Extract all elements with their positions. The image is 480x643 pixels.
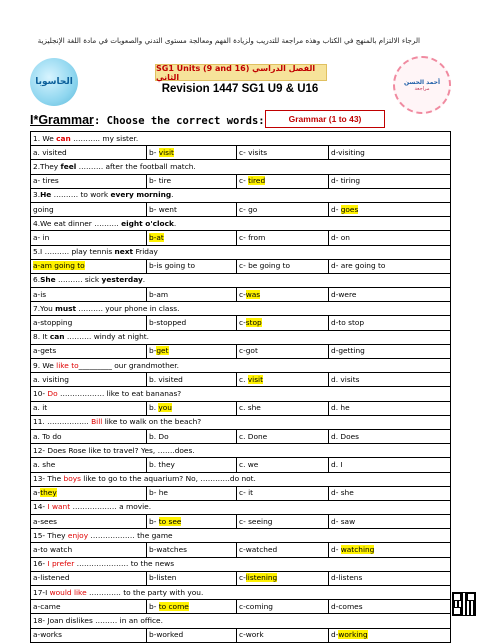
option-c[interactable]: [237, 373, 329, 387]
question-row: [31, 415, 451, 429]
option-b[interactable]: [147, 373, 237, 387]
option-d[interactable]: [329, 486, 451, 500]
text-run: 17-I: [33, 587, 50, 597]
text-run: 9. We: [33, 360, 57, 370]
text-run: c-: [239, 573, 246, 583]
option-a[interactable]: [31, 174, 147, 188]
option-a[interactable]: [31, 571, 147, 585]
text-run: b-: [149, 516, 159, 526]
text-run: d-were: [331, 289, 357, 299]
options-row: [31, 202, 451, 216]
question-row: [31, 302, 451, 316]
text-run: 16-: [33, 559, 48, 569]
text-run: like to walk on the beach?: [102, 417, 202, 427]
option-a[interactable]: [31, 486, 147, 500]
text-run: b. they: [149, 459, 175, 469]
answer-highlight: to see: [158, 516, 182, 526]
options-row: [31, 259, 451, 273]
text-run: d- tiring: [331, 176, 361, 186]
question-text: [31, 415, 451, 429]
option-a[interactable]: [31, 288, 147, 302]
option-b[interactable]: [147, 515, 237, 529]
text-run: 7.You: [33, 303, 56, 313]
teacher-stamp: [393, 56, 451, 114]
question-row: [31, 586, 451, 600]
text-run: She: [40, 275, 56, 285]
text-run: d. visits: [331, 374, 360, 384]
text-run: 8. It: [33, 332, 50, 342]
text-run: 15- They: [33, 530, 68, 540]
text-run: c-coming: [239, 601, 273, 611]
text-run: 2.They: [33, 161, 61, 171]
text-run: Bill: [91, 417, 103, 427]
question-row: [31, 444, 451, 458]
text-run: Friday: [133, 247, 158, 257]
question-text: [31, 330, 451, 344]
option-b[interactable]: [147, 344, 237, 358]
option-b[interactable]: [147, 458, 237, 472]
option-b[interactable]: [147, 486, 237, 500]
option-d[interactable]: [329, 600, 451, 614]
option-c[interactable]: [237, 401, 329, 415]
text-run: ………. sick: [55, 275, 102, 285]
text-run: a-is: [33, 289, 47, 299]
text-run: ……………… the game: [88, 530, 173, 540]
option-a[interactable]: [31, 316, 147, 330]
text-run: next: [114, 247, 134, 257]
question-row: [31, 500, 451, 514]
text-run: ………. to work: [51, 190, 111, 200]
answer-highlight: was: [245, 289, 261, 299]
option-d[interactable]: [329, 628, 451, 642]
question-row: [31, 472, 451, 486]
option-c[interactable]: [237, 259, 329, 273]
option-b[interactable]: [147, 628, 237, 642]
option-a[interactable]: [31, 429, 147, 443]
options-row: [31, 429, 451, 443]
text-run: ………. after the football match.: [76, 161, 196, 171]
text-run: a-listened: [33, 573, 70, 583]
question-row: [31, 529, 451, 543]
question-text: [31, 160, 451, 174]
text-run: _________ our grandmother.: [78, 360, 180, 370]
text-run: 13- The: [33, 474, 64, 484]
option-c[interactable]: [237, 543, 329, 557]
question-row: [31, 245, 451, 259]
text-run: 18- Joan dislikes ……… in an office.: [33, 615, 163, 625]
answer-highlight: they: [40, 488, 57, 498]
text-run: d- she: [331, 488, 354, 498]
header-note: الرجاء الالتزام بالمنهج في الكتاب وهذه مراجعة للتدريب ولزيادة الفهم ومعالجة مستوى التدني والصعوبات في مادة اللغة الإنجليزية: [37, 36, 420, 45]
text-run: a. To do: [33, 431, 62, 441]
text-run: 14-: [33, 502, 48, 512]
options-row: [31, 486, 451, 500]
questions-table: [30, 131, 451, 643]
option-a[interactable]: [31, 458, 147, 472]
text-run: c- go: [239, 204, 258, 214]
option-a[interactable]: [31, 515, 147, 529]
option-c[interactable]: [237, 571, 329, 585]
text-run: b-is going to: [149, 261, 196, 271]
option-a[interactable]: [31, 202, 147, 216]
page-title: Revision 1447 SG1 U9 & U16: [161, 83, 319, 95]
option-c[interactable]: [237, 486, 329, 500]
section-heading: [30, 113, 265, 127]
text-run: feel: [60, 161, 77, 171]
text-run: d-getting: [331, 346, 365, 356]
text-run: Do: [47, 388, 58, 398]
question-text: [31, 359, 451, 373]
answer-highlight: a-am going to: [33, 261, 85, 271]
teacher-stamp-name: أحمد الحسن: [403, 78, 441, 86]
option-b[interactable]: [147, 571, 237, 585]
school-logo: [30, 58, 78, 106]
text-run: 5.I ………. play tennis: [33, 247, 115, 257]
text-run: d- saw: [331, 516, 356, 526]
option-d[interactable]: [329, 146, 451, 160]
option-d[interactable]: [329, 259, 451, 273]
option-d[interactable]: [329, 174, 451, 188]
option-b[interactable]: [147, 259, 237, 273]
option-c[interactable]: [237, 458, 329, 472]
option-d[interactable]: [329, 401, 451, 415]
option-d[interactable]: [329, 231, 451, 245]
text-run: 11. ……………..: [33, 417, 92, 427]
text-run: b-listen: [149, 573, 177, 583]
text-run: 1. We: [33, 133, 57, 143]
option-c[interactable]: [237, 146, 329, 160]
option-a[interactable]: [31, 146, 147, 160]
text-run: d-: [331, 545, 341, 555]
question-text: [31, 302, 451, 316]
text-run: ……….. my sister.: [70, 133, 139, 143]
options-row: [31, 231, 451, 245]
text-run: must: [55, 303, 77, 313]
text-run: d- are going to: [331, 261, 386, 271]
text-run: d-listens: [331, 573, 363, 583]
text-run: a-came: [33, 601, 61, 611]
options-row: [31, 600, 451, 614]
text-run: c- it: [239, 488, 254, 498]
question-text: [31, 273, 451, 287]
text-run: would like: [49, 587, 87, 597]
text-run: b-worked: [149, 630, 184, 640]
option-d[interactable]: [329, 515, 451, 529]
qr-code-icon: [452, 592, 476, 616]
text-run: c-work: [239, 630, 264, 640]
teacher-stamp-label: مراجعة: [414, 85, 430, 92]
text-run: c. Done: [239, 431, 268, 441]
option-b[interactable]: [147, 543, 237, 557]
text-run: c- from: [239, 232, 266, 242]
answer-highlight: tired: [248, 176, 266, 186]
text-run: a. visiting: [33, 374, 69, 384]
text-run: eight o'clock: [121, 218, 174, 228]
text-run: a- in: [33, 232, 50, 242]
option-b[interactable]: [147, 174, 237, 188]
option-a[interactable]: [31, 628, 147, 642]
option-c[interactable]: [237, 231, 329, 245]
text-run: d. I: [331, 459, 343, 469]
text-run: c-: [239, 318, 246, 328]
options-row: [31, 373, 451, 387]
text-run: c-got: [239, 346, 258, 356]
options-row: [31, 288, 451, 302]
option-d[interactable]: [329, 202, 451, 216]
options-row: [31, 515, 451, 529]
option-c[interactable]: [237, 202, 329, 216]
answer-highlight: working: [338, 630, 368, 640]
options-row: [31, 571, 451, 585]
text-run: d-visiting: [331, 147, 365, 157]
text-run: a-sees: [33, 516, 57, 526]
options-row: [31, 543, 451, 557]
option-a[interactable]: [31, 231, 147, 245]
option-c[interactable]: [237, 628, 329, 642]
text-run: a. she: [33, 459, 56, 469]
option-d[interactable]: [329, 458, 451, 472]
text-run: 4.We eat dinner ……….: [33, 218, 122, 228]
question-row: [31, 160, 451, 174]
text-run: b-: [149, 346, 157, 356]
answer-highlight: visit: [247, 374, 263, 384]
text-run: b- tire: [149, 176, 172, 186]
question-text: [31, 132, 451, 146]
text-run: a. visited: [33, 147, 67, 157]
text-run: a-works: [33, 630, 62, 640]
answer-highlight: to come: [158, 601, 189, 611]
text-run: b. Do: [149, 431, 169, 441]
text-run: a- tires: [33, 176, 59, 186]
option-c[interactable]: [237, 600, 329, 614]
text-run: a-to watch: [33, 545, 73, 555]
question-text: [31, 557, 451, 571]
text-run: c. she: [239, 403, 261, 413]
answer-highlight: get: [156, 346, 169, 356]
text-run: …………. to the party with you.: [86, 587, 204, 597]
option-d[interactable]: [329, 429, 451, 443]
question-row: [31, 359, 451, 373]
text-run: a-: [33, 488, 41, 498]
option-c[interactable]: [237, 515, 329, 529]
text-run: ……………… a movie.: [70, 502, 152, 512]
text-run: b-watches: [149, 545, 187, 555]
option-b[interactable]: [147, 146, 237, 160]
option-d[interactable]: [329, 316, 451, 330]
options-row: [31, 628, 451, 642]
option-b[interactable]: [147, 401, 237, 415]
options-row: [31, 401, 451, 415]
question-text: [31, 472, 451, 486]
text-run: b. visited: [149, 374, 183, 384]
text-run: boys: [63, 474, 81, 484]
answer-highlight: b-at: [149, 232, 164, 242]
text-run: enjoy: [67, 530, 89, 540]
section-heading-word: I*Grammar: [30, 113, 94, 127]
answer-highlight: you: [158, 403, 172, 413]
question-text: [31, 500, 451, 514]
school-logo-text: الحاسوبا: [35, 77, 73, 87]
text-run: every morning: [110, 190, 172, 200]
option-c[interactable]: [237, 344, 329, 358]
question-text: [31, 586, 451, 600]
question-row: [31, 132, 451, 146]
text-run: I prefer: [47, 559, 75, 569]
question-text: [31, 188, 451, 202]
questions-body: [31, 132, 451, 643]
question-row: [31, 557, 451, 571]
options-row: [31, 146, 451, 160]
text-run: a-stopping: [33, 318, 73, 328]
question-row: [31, 387, 451, 401]
text-run: b-: [149, 601, 159, 611]
grammar-range-badge: Grammar (1 to 43): [265, 110, 385, 128]
text-run: ……………… like to eat bananas?: [57, 388, 182, 398]
options-row: [31, 458, 451, 472]
option-a[interactable]: [31, 600, 147, 614]
option-d[interactable]: [329, 344, 451, 358]
text-run: .: [142, 275, 146, 285]
question-row: [31, 330, 451, 344]
text-run: can: [56, 133, 71, 143]
question-text: [31, 387, 451, 401]
question-text: [31, 245, 451, 259]
answer-highlight: listening: [245, 573, 278, 583]
text-run: b-: [149, 147, 159, 157]
option-c[interactable]: [237, 174, 329, 188]
text-run: d-: [331, 630, 339, 640]
units-banner: SG1 Units (9 and 16) الفصل الدراسي الثاني: [155, 64, 327, 81]
options-row: [31, 174, 451, 188]
option-b[interactable]: [147, 316, 237, 330]
section-heading-instruction: : Choose the correct words:: [93, 115, 265, 127]
text-run: d- on: [331, 232, 350, 242]
option-d[interactable]: [329, 543, 451, 557]
question-row: [31, 188, 451, 202]
option-c[interactable]: [237, 429, 329, 443]
text-run: 3.: [33, 190, 41, 200]
text-run: ………. windy at night.: [64, 332, 150, 342]
option-c[interactable]: [237, 316, 329, 330]
options-row: [31, 316, 451, 330]
option-b[interactable]: [147, 231, 237, 245]
text-run: d. he: [331, 403, 350, 413]
text-run: c-watched: [239, 545, 278, 555]
text-run: .: [173, 218, 177, 228]
text-run: can: [49, 332, 65, 342]
question-text: [31, 529, 451, 543]
option-a[interactable]: [31, 401, 147, 415]
text-run: c- visits: [239, 147, 268, 157]
question-row: [31, 217, 451, 231]
text-run: c. we: [239, 459, 259, 469]
text-run: 10-: [33, 388, 48, 398]
text-run: .: [171, 190, 174, 200]
text-run: He: [40, 190, 52, 200]
text-run: ………. your phone in class.: [76, 303, 180, 313]
question-row: [31, 273, 451, 287]
text-run: like to: [56, 360, 79, 370]
question-text: [31, 444, 451, 458]
option-b[interactable]: [147, 288, 237, 302]
option-d[interactable]: [329, 571, 451, 585]
option-c[interactable]: [237, 288, 329, 302]
option-a[interactable]: [31, 543, 147, 557]
option-b[interactable]: [147, 429, 237, 443]
answer-highlight: goes: [340, 204, 359, 214]
text-run: a. it: [33, 403, 48, 413]
text-run: I want: [47, 502, 71, 512]
text-run: yesterday: [101, 275, 143, 285]
text-run: c- seeing: [239, 516, 273, 526]
text-run: 6.: [33, 275, 41, 285]
option-d[interactable]: [329, 288, 451, 302]
text-run: b- he: [149, 488, 168, 498]
text-run: b-stopped: [149, 318, 187, 328]
answer-highlight: visit: [158, 147, 174, 157]
text-run: d-: [331, 204, 341, 214]
text-run: d. Does: [331, 431, 359, 441]
option-a[interactable]: [31, 344, 147, 358]
question-text: [31, 217, 451, 231]
text-run: c-: [239, 289, 246, 299]
text-run: like to go to the aquarium? No, …………do not.: [80, 474, 256, 484]
text-run: c- be going to: [239, 261, 291, 271]
text-run: d-comes: [331, 601, 363, 611]
text-run: going: [33, 204, 54, 214]
text-run: c.: [239, 374, 248, 384]
text-run: 12- Does Rose like to travel? Yes, …….does.: [33, 445, 195, 455]
option-b[interactable]: [147, 600, 237, 614]
text-run: d-to stop: [331, 318, 365, 328]
text-run: b- went: [149, 204, 177, 214]
text-run: a-gets: [33, 346, 57, 356]
text-run: ………………… to the news: [74, 559, 175, 569]
answer-highlight: watching: [340, 545, 375, 555]
option-d[interactable]: [329, 373, 451, 387]
text-run: b.: [149, 403, 159, 413]
option-b[interactable]: [147, 202, 237, 216]
option-a[interactable]: [31, 373, 147, 387]
text-run: b-am: [149, 289, 169, 299]
options-row: [31, 344, 451, 358]
text-run: c-: [239, 176, 249, 186]
answer-highlight: stop: [245, 318, 262, 328]
option-a[interactable]: [31, 259, 147, 273]
